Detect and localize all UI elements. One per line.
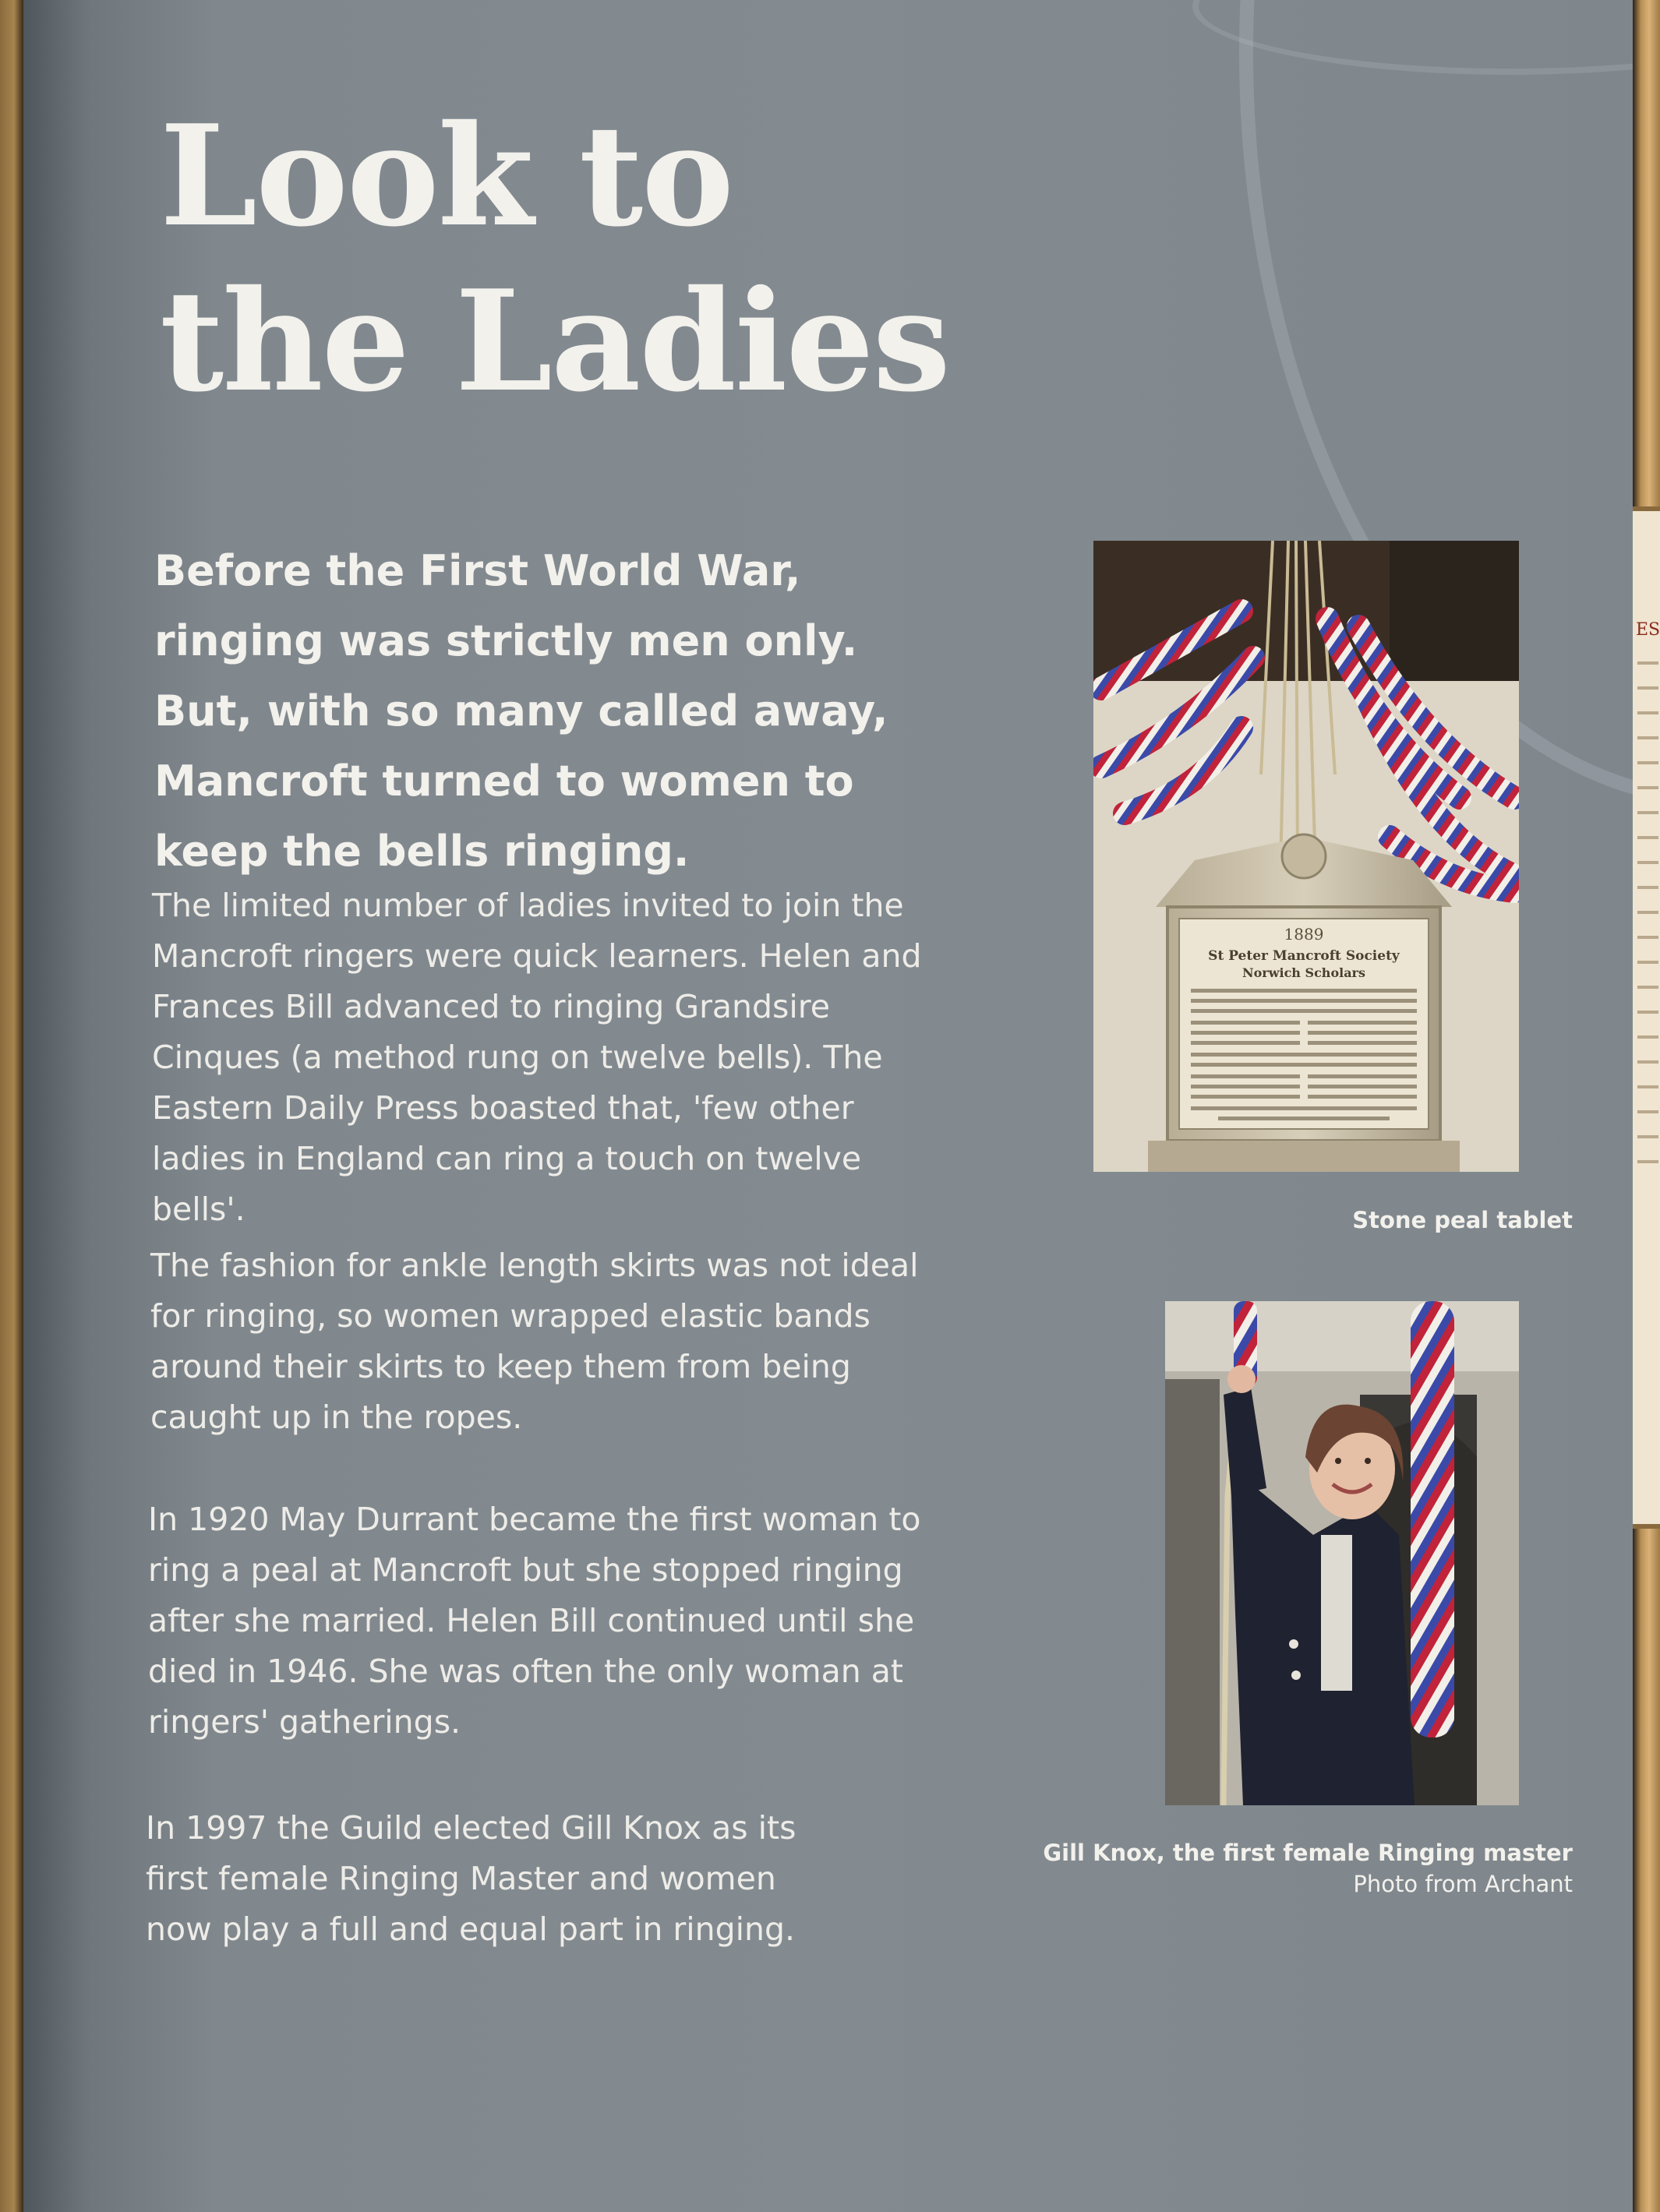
body-paragraph-4: In 1997 the Guild elected Gill Knox as its first female Ringing Master and women now play a full and equal part in ringing. xyxy=(146,1809,796,1948)
stone-peal-tablet-photo xyxy=(1093,541,1519,1172)
title-line-1: Look to xyxy=(160,94,733,257)
tablet-year: 1889 xyxy=(1284,925,1324,944)
title-line-2: the Ladies xyxy=(160,259,949,422)
tablet-subheading: Norwich Scholars xyxy=(1241,965,1366,980)
exhibition-panel xyxy=(23,0,1633,2212)
body-paragraph-1: The limited number of ladies invited to join the Mancroft ringers were quick learners. Helen and Frances Bill advanced to ringing Grandsire Cinques (a method rung on twelve bells). The Eastern Daily Press boasted that, 'few other ladies in England can ring a touch on twelve bells'. xyxy=(152,887,922,1228)
panel-title xyxy=(160,93,949,424)
photo2-caption xyxy=(1043,1837,1573,1900)
gill-knox-photo xyxy=(1165,1301,1519,1805)
wall-document-edge: ES xyxy=(1633,506,1660,1529)
photo1-caption: Stone peal tablet xyxy=(1352,1207,1573,1233)
bell-ropes-photo xyxy=(1093,541,1519,1172)
photo2-credit: Photo from Archant xyxy=(1353,1871,1573,1897)
body-paragraph-2: The fashion for ankle length skirts was not ideal for ringing, so women wrapped elastic bands around their skirts to keep them from being caught up in the ropes. xyxy=(150,1247,919,1436)
ringer-photo xyxy=(1165,1301,1519,1805)
body-paragraph-3: In 1920 May Durrant became the first woman to ring a peal at Mancroft but she stopped ringing after she married. Helen Bill continued until she died in 1946. She was often the only woman at ringers' gatherings. xyxy=(148,1501,921,1741)
tablet-heading: St Peter Mancroft Society xyxy=(1208,948,1400,964)
photo2-caption-title: Gill Knox, the first female Ringing master xyxy=(1043,1840,1573,1866)
wooden-frame-left xyxy=(0,0,23,2212)
intro-text: Before the First World War, ringing was strictly men only. But, with so many called away, Mancroft turned to women to keep the bells ringing. xyxy=(154,546,888,876)
